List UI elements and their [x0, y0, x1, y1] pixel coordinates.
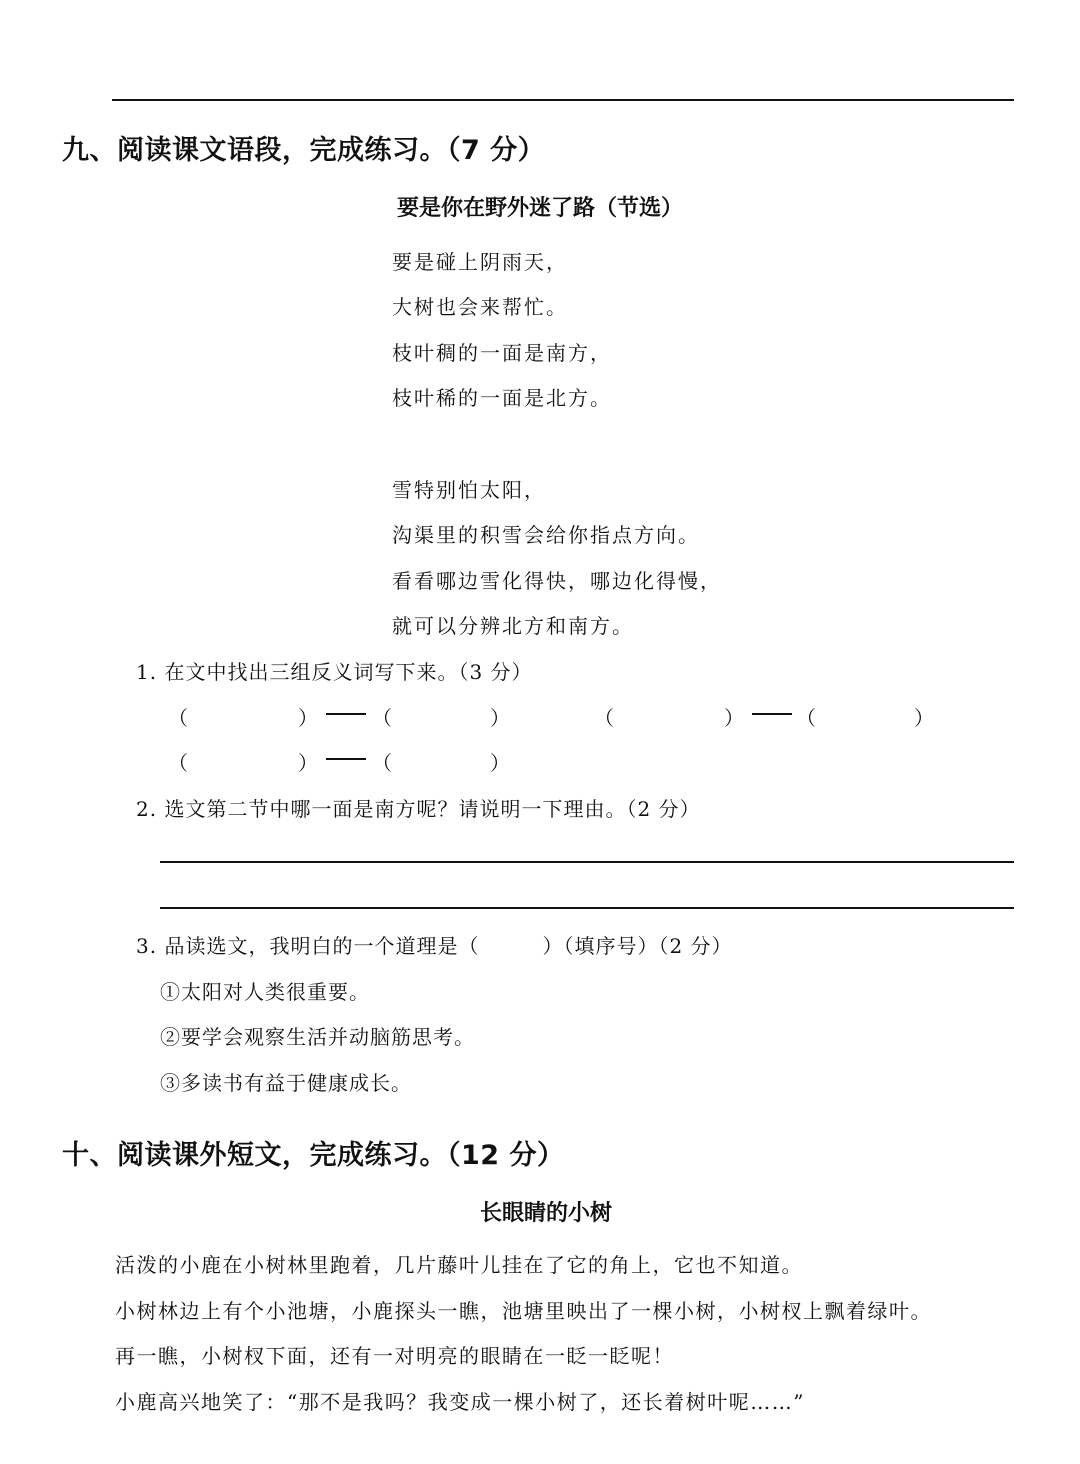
poem-line: 大树也会来帮忙。 [392, 295, 568, 319]
poem-title: 要是你在野外迷了路（节选） [397, 196, 684, 221]
section-10-title: 十、阅读课外短文，完成练习。（12 分） [62, 1140, 565, 1171]
poem-line: 要是碰上阴雨天， [392, 250, 568, 274]
answer-bracket-open[interactable]: （ [168, 706, 188, 730]
section-9-title: 九、阅读课文语段，完成练习。（7 分） [62, 135, 546, 166]
question-2: 2. 选文第二节中哪一面是南方呢？请说明一下理由。（2 分） [136, 797, 701, 821]
option-3: ③多读书有益于健康成长。 [160, 1071, 412, 1095]
answer-bracket-close: ） [914, 706, 934, 730]
antonym-dash [326, 713, 366, 715]
poem-line: 沟渠里的积雪会给你指点方向。 [392, 523, 700, 547]
antonym-dash [752, 713, 792, 715]
question-1: 1. 在文中找出三组反义词写下来。（3 分） [136, 660, 533, 684]
story-paragraph: 再一瞧，小树杈下面，还有一对明亮的眼睛在一眨一眨呢！ [115, 1344, 674, 1368]
option-2: ②要学会观察生活并动脑筋思考。 [160, 1025, 475, 1049]
answer-bracket-close: ） [490, 751, 510, 775]
answer-line[interactable] [160, 861, 1014, 863]
story-paragraph: 小树林边上有个小池塘，小鹿探头一瞧，池塘里映出了一棵小树，小树杈上飘着绿叶。 [115, 1299, 932, 1323]
answer-bracket-close: ） [724, 706, 744, 730]
question-3: 3. 品读选文，我明白的一个道理是（ ）（填序号）（2 分） [136, 934, 733, 958]
poem-line: 枝叶稀的一面是北方。 [392, 386, 612, 410]
poem-line: 枝叶稠的一面是南方， [392, 341, 612, 365]
story-paragraph: 活泼的小鹿在小树林里跑着，几片藤叶儿挂在了它的角上，它也不知道。 [115, 1253, 803, 1277]
option-1: ①太阳对人类很重要。 [160, 980, 370, 1004]
poem-line: 就可以分辨北方和南方。 [392, 614, 634, 638]
antonym-dash [326, 758, 366, 760]
story-paragraph: 小鹿高兴地笑了：“那不是我吗？我变成一棵小树了，还长着树叶呢……” [115, 1390, 805, 1414]
answer-bracket-open[interactable]: （ [594, 706, 614, 730]
answer-bracket-open[interactable]: （ [796, 706, 816, 730]
top-divider [112, 99, 1014, 101]
answer-line[interactable] [160, 907, 1014, 909]
answer-bracket-open[interactable]: （ [372, 751, 392, 775]
answer-bracket-close: ） [490, 706, 510, 730]
answer-bracket-open[interactable]: （ [168, 751, 188, 775]
story-title: 长眼睛的小树 [480, 1201, 613, 1226]
answer-bracket-close: ） [298, 751, 318, 775]
answer-bracket-close: ） [298, 706, 318, 730]
answer-bracket-open[interactable]: （ [372, 706, 392, 730]
poem-line: 看看哪边雪化得快，哪边化得慢， [392, 569, 722, 593]
poem-line: 雪特别怕太阳， [392, 478, 546, 502]
